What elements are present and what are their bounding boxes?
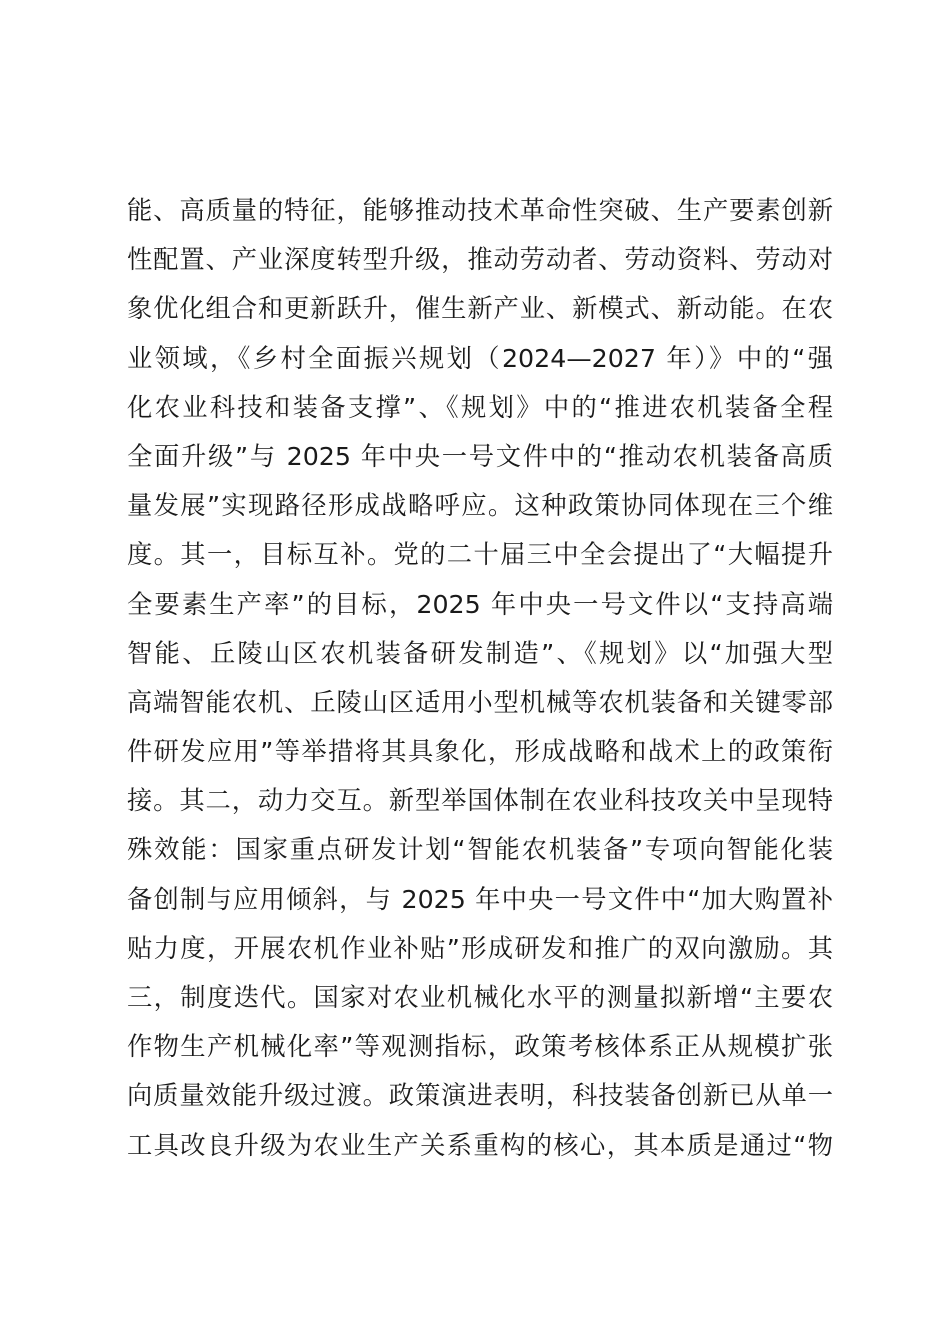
text-line: 高端智能农机、丘陵山区适用小型机械等农机装备和关键零部 [127,687,833,717]
text-line: 备创制与应用倾斜，与 2025 年中央一号文件中“加大购置补 [127,884,833,914]
body-paragraph [127,186,833,1170]
text-line: 化农业科技和装备支撑”、《规划》中的“推进农机装备全程 [127,392,833,422]
text-line: 接。其二，动力交互。新型举国体制在农业科技攻关中呈现特 [127,786,833,816]
text-line: 智能、丘陵山区农机装备研发制造”、《规划》以“加强大型 [127,638,833,668]
text-line: 业领域，《乡村全面振兴规划（2024—2027 年）》中的“强 [127,343,833,373]
text-line: 工具改良升级为农业生产关系重构的核心，其本质是通过“物 [127,1130,833,1160]
text-line: 贴力度，开展农机作业补贴”形成研发和推广的双向激励。其 [127,933,833,963]
text-line: 性配置、产业深度转型升级，推动劳动者、劳动资料、劳动对 [127,245,833,275]
text-line: 全面升级”与 2025 年中央一号文件中的“推动农机装备高质 [127,441,833,471]
text-line: 能、高质量的特征，能够推动技术革命性突破、生产要素创新 [127,196,833,225]
text-line: 件研发应用”等举措将其具象化，形成战略和战术上的政策衔 [127,737,833,767]
text-line: 全要素生产率”的目标，2025 年中央一号文件以“支持高端 [127,589,833,619]
text-line: 三，制度迭代。国家对农业机械化水平的测量拟新增“主要农 [127,983,833,1012]
text-line: 量发展”实现路径形成战略呼应。这种政策协同体现在三个维 [127,491,833,521]
text-line: 作物生产机械化率”等观测指标，政策考核体系正从规模扩张 [127,1032,833,1062]
text-line: 殊效能：国家重点研发计划“智能农机装备”专项向智能化装 [127,835,833,865]
text-line: 向质量效能升级过渡。政策演进表明，科技装备创新已从单一 [127,1081,833,1111]
text-line: 度。其一，目标互补。党的二十届三中全会提出了“大幅提升 [127,540,833,570]
text-line: 象优化组合和更新跃升，催生新产业、新模式、新动能。在农 [127,294,833,324]
